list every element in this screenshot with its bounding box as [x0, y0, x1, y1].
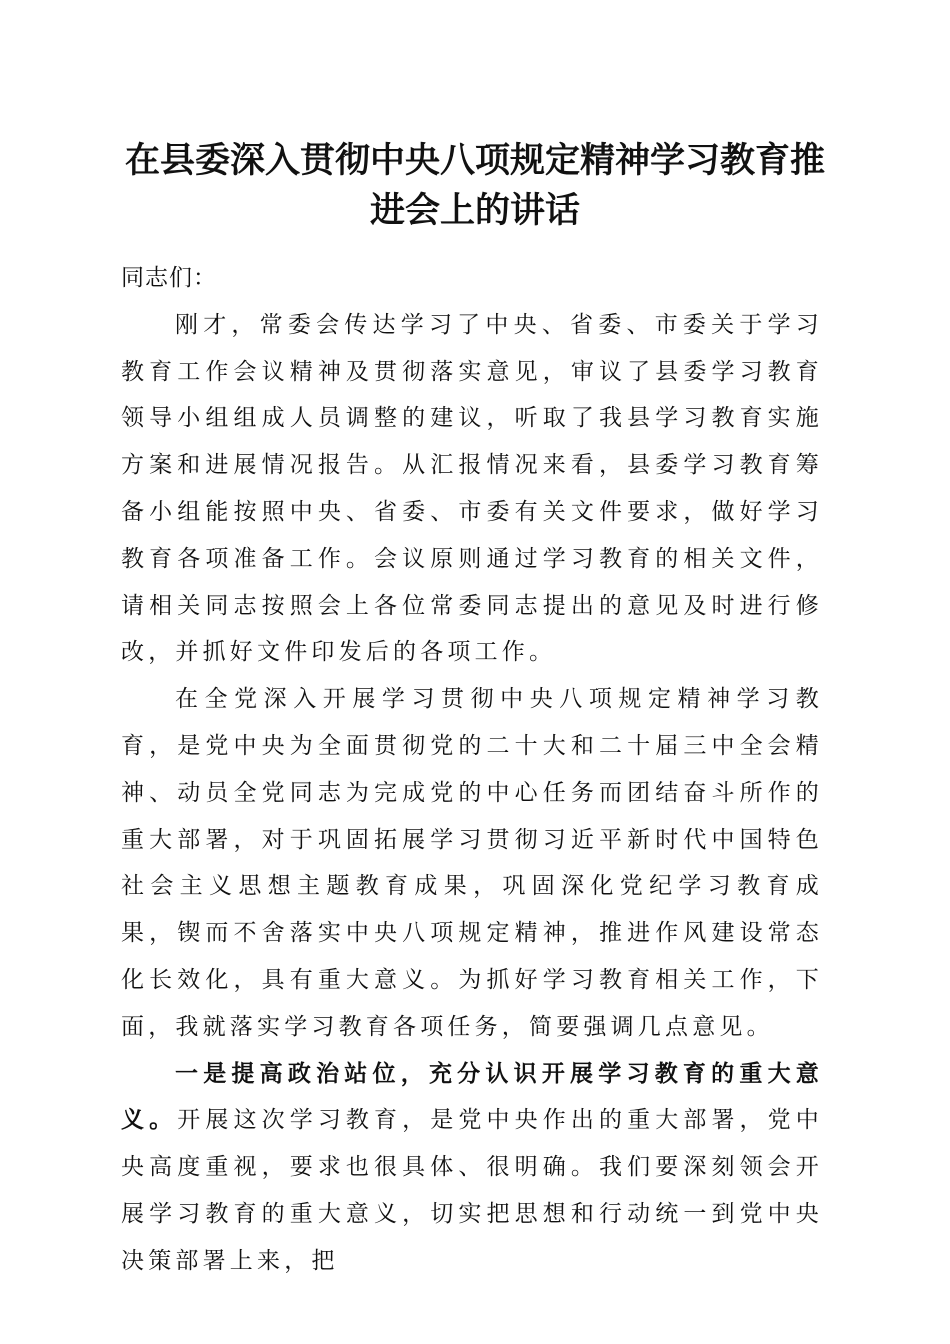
- paragraph-lead-heading: 一是提高政治站位，充分认识开展学习教育的重大意义。: [121, 1059, 823, 1134]
- title-line-1: 在县委深入贯彻中央八项规定精神学习教育推: [124, 140, 825, 181]
- paragraph-1: [121, 302, 823, 676]
- paragraph-2: [121, 676, 823, 1050]
- document-title: [100, 136, 850, 236]
- title-line-2: 进会上的讲话: [369, 190, 580, 231]
- paragraph-text: 在全党深入开展学习贯彻中央八项规定精神学习教育，是党中央为全面贯彻党的二十大和二十届三中全会精神、动员全党同志为完成党的中心任务而团结奋斗所作的重大部署，对于巩固拓展学习贯彻习近平新时代中国特色社会主义思想主题教育成果，巩固深化党纪学习教育成果，锲而不舍落实中央八项规定精神，推进作风建设常态化长效化，具有重大意义。为抓好学习教育相关工作，下面，我就落实学习教育各项任务，简要强调几点意见。: [121, 686, 823, 1040]
- paragraph-3: [121, 1051, 823, 1285]
- paragraph-text: 刚才，常委会传达学习了中央、省委、市委关于学习教育工作会议精神及贯彻落实意见，审议了县委学习教育领导小组组成人员调整的建议，听取了我县学习教育实施方案和进展情况报告。从汇报情况来看，县委学习教育筹备小组能按照中央、省委、市委有关文件要求，做好学习教育各项准备工作。会议原则通过学习教育的相关文件，请相关同志按照会上各位常委同志提出的意见及时进行修改，并抓好文件印发后的各项工作。: [121, 311, 823, 666]
- document-body: [121, 255, 823, 1285]
- paragraph-text: 开展这次学习教育，是党中央作出的重大部署，党中央高度重视，要求也很具体、很明确。我们要深刻领会开展学习教育的重大意义，切实把思想和行动统一到党中央决策部署上来，把: [121, 1107, 823, 1274]
- salutation: 同志们：: [121, 265, 217, 291]
